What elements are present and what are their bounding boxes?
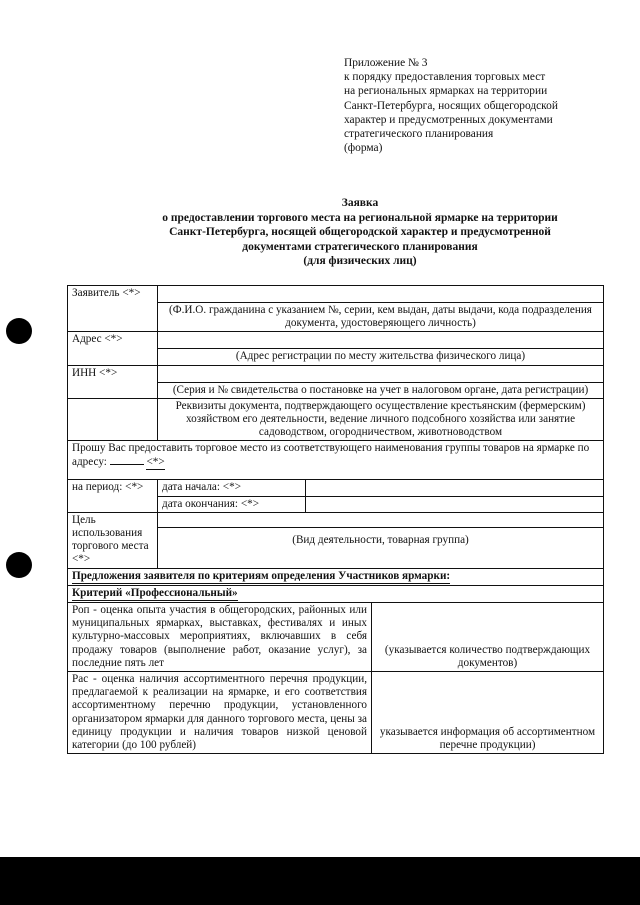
applicant-row — [68, 286, 604, 303]
purpose-hint: (Вид деятельности, товарная группа) — [292, 533, 469, 546]
inn-row — [68, 365, 604, 382]
appendix-line: стратегического планирования — [344, 128, 494, 141]
pac-hint: указывается информация об ассортиментном перечне продукции) — [379, 725, 596, 752]
request-row — [68, 441, 604, 480]
date-end-input[interactable] — [306, 496, 604, 512]
binder-hole-bottom — [6, 552, 32, 578]
binder-hole-top — [6, 318, 32, 344]
rop-text: Роп - оценка опыта участия в общегородских, районных или муниципальных ярмарках, выставках, фестивалях и иных культурно-массовых мероприятиях, включавших в себя продажу товаров (выполнение работ, оказание услуг), за последние пять лет — [68, 603, 372, 672]
inn-input[interactable] — [158, 365, 604, 382]
application-form-table — [67, 285, 604, 754]
inn-label: ИНН <*> — [68, 365, 158, 398]
request-address-input[interactable] — [110, 464, 144, 465]
date-start-label: дата начала: <*> — [158, 480, 306, 496]
request-text: Прошу Вас предоставить торговое место из соответствующего наименования группы товаров на ярмарке по адресу: — [72, 442, 590, 468]
document-heading — [90, 196, 630, 269]
rop-row — [68, 603, 604, 672]
address-input[interactable] — [158, 332, 604, 349]
purpose-cell[interactable] — [158, 512, 604, 568]
pac-text: Рас - оценка наличия ассортиментного перечня продукции, предлагаемой к реализации на ярмарке, и его соответствия ассортиментному перечню продукции, установленного организатором ярмарки для данного торгового места, цены за единицу продукции и наличия товаров низкой ценовой категории (до 100 рублей) — [68, 672, 372, 754]
purpose-divider — [158, 527, 603, 528]
appendix-line: Санкт-Петербурга, носящих общегородской — [344, 99, 558, 112]
requisites-row — [68, 398, 604, 441]
request-cell — [68, 441, 604, 480]
pac-input[interactable] — [372, 672, 604, 754]
date-end-label: дата окончания: <*> — [158, 496, 306, 512]
period-start-row — [68, 480, 604, 496]
scan-bottom-border — [0, 857, 640, 905]
heading-line: (для физических лиц) — [303, 255, 417, 267]
proposals-row — [68, 568, 604, 585]
appendix-line: характер и предусмотренных документами — [344, 113, 553, 126]
inn-hint: (Серия и № свидетельства о постановке на учет в налоговом органе, дата регистрации) — [158, 382, 604, 398]
address-label: Адрес <*> — [68, 332, 158, 365]
purpose-label: Цель использования торгового места <*> — [68, 512, 158, 568]
appendix-note — [344, 56, 624, 155]
appendix-form-mark: (форма) — [344, 142, 383, 155]
address-row — [68, 332, 604, 349]
requisites-empty-cell — [68, 398, 158, 441]
period-label: на период: <*> — [68, 480, 158, 512]
heading-line: Санкт-Петербурга, носящей общегородской характер и предусмотренной — [169, 226, 551, 238]
purpose-row — [68, 512, 604, 568]
pac-row — [68, 672, 604, 754]
date-start-input[interactable] — [306, 480, 604, 496]
requisites-hint: Реквизиты документа, подтверждающего осуществление крестьянским (фермерским) хозяйством его деятельности, ведение личного подсобного хозяйства или занятие садоводством, огородничеством, животноводством — [158, 398, 604, 441]
applicant-hint: (Ф.И.О. гражданина с указанием №, серии, кем выдан, даты выдачи, кода подразделения документа, удостоверяющего личность) — [158, 303, 604, 332]
heading-line: о предоставлении торгового места на региональной ярмарке на территории — [162, 211, 558, 224]
request-marker: <*> — [146, 456, 164, 470]
appendix-line: Приложение № 3 — [344, 57, 428, 69]
heading-line: документами стратегического планирования — [242, 240, 478, 253]
proposals-title: Предложения заявителя по критериям определения Участников ярмарки: — [68, 568, 604, 585]
criterion-row — [68, 585, 604, 602]
rop-input[interactable] — [372, 603, 604, 672]
appendix-line: на региональных ярмарках на территории — [344, 85, 548, 98]
appendix-line: к порядку предоставления торговых мест — [344, 71, 546, 84]
document-title: Заявка — [341, 197, 379, 209]
applicant-label: Заявитель <*> — [68, 286, 158, 332]
applicant-input[interactable] — [158, 286, 604, 303]
criterion-title: Критерий «Профессиональный» — [68, 585, 604, 602]
rop-hint: (указывается количество подтверждающих документов) — [384, 643, 591, 669]
address-hint: (Адрес регистрации по месту жительства физического лица) — [158, 349, 604, 365]
